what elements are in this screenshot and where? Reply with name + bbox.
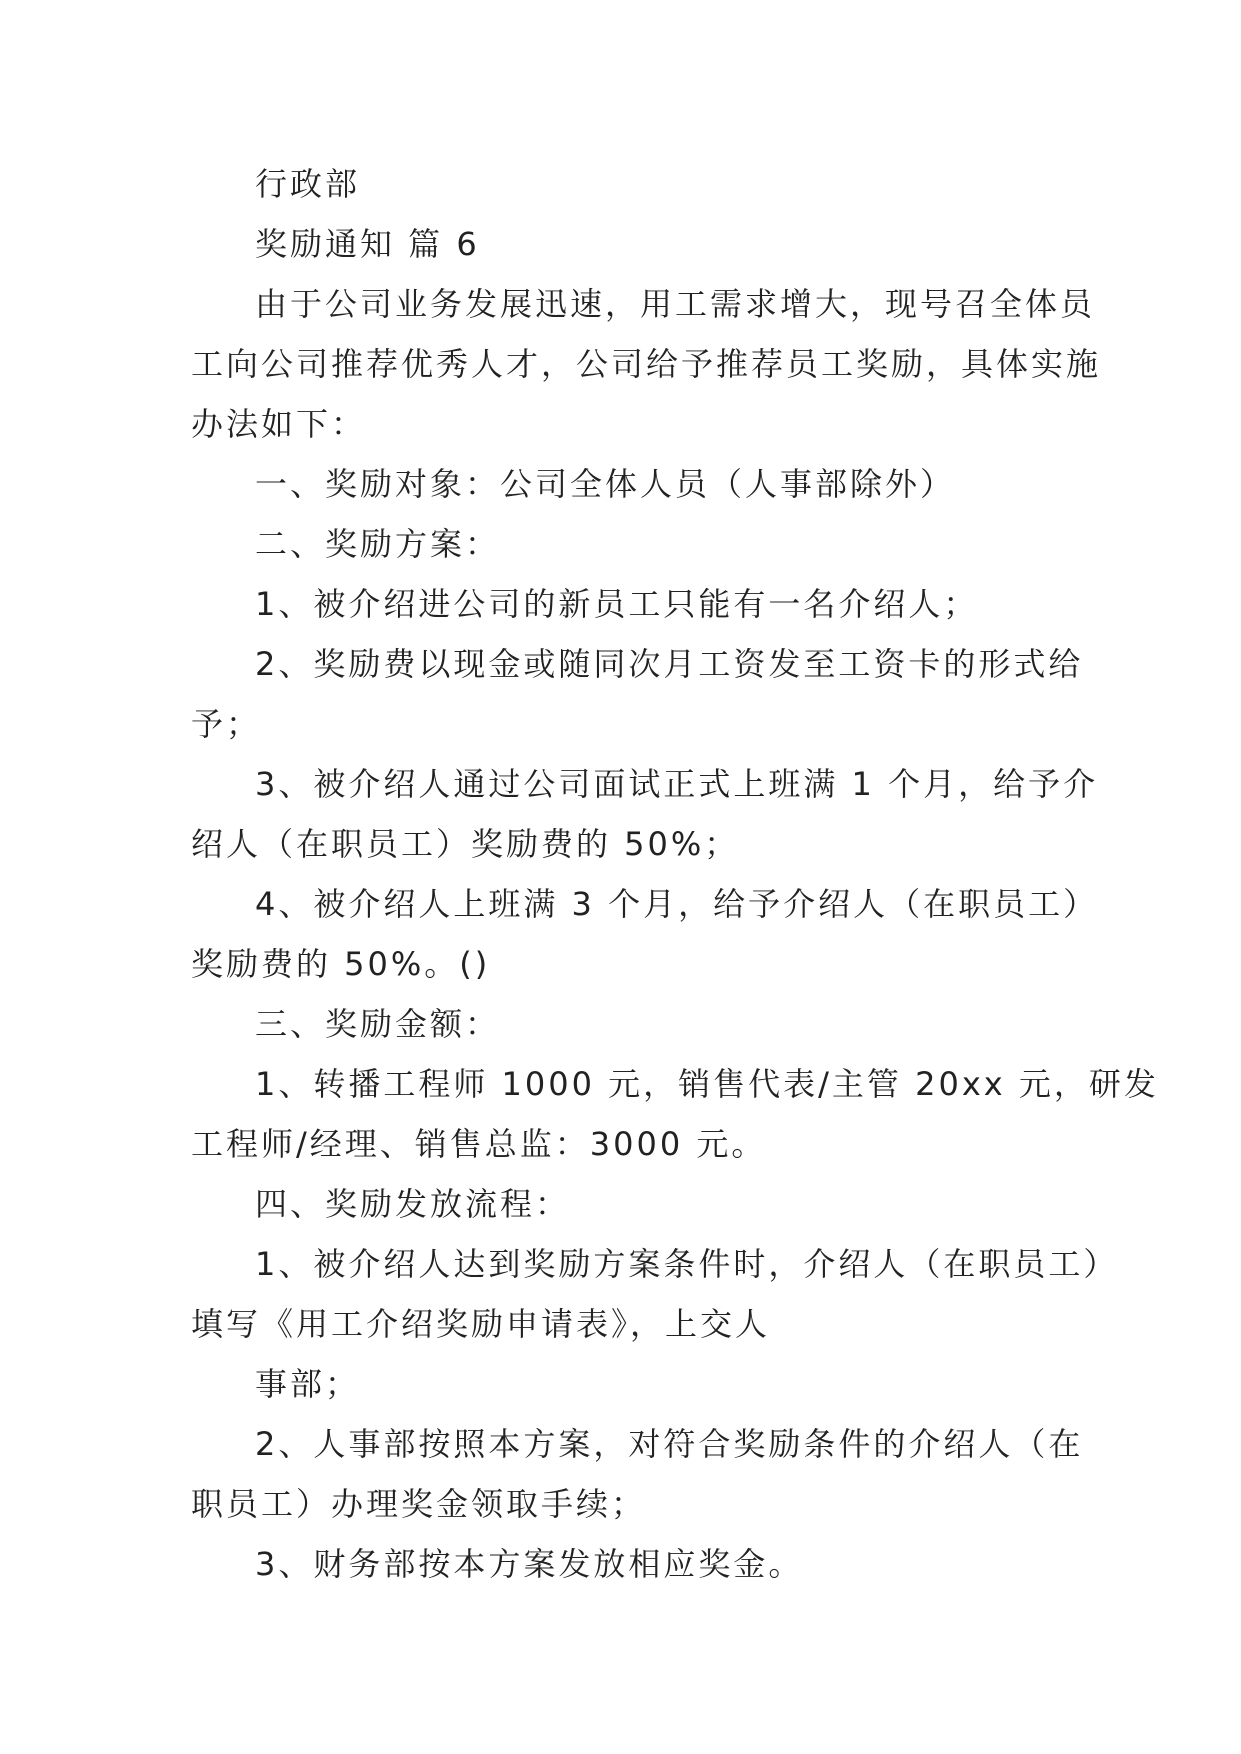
document-line: 3、财务部按本方案发放相应奖金。 (255, 1545, 804, 1583)
document-line: 1、被介绍进公司的新员工只能有一名介绍人； (255, 585, 979, 623)
document-line: 予； (191, 705, 262, 743)
document-line: 2、人事部按照本方案，对符合奖励条件的介绍人（在 (255, 1425, 1084, 1463)
document-line: 四、奖励发放流程： (255, 1185, 571, 1223)
document-line: 办法如下： (191, 405, 367, 443)
document-line: 行政部 (255, 165, 361, 203)
document-line: 职员工）办理奖金领取手续； (191, 1485, 647, 1523)
document-line: 事部； (255, 1365, 361, 1403)
document-line: 绍人（在职员工）奖励费的 50%； (191, 825, 740, 863)
document-line: 3、被介绍人通过公司面试正式上班满 1 个月，给予介 (255, 765, 1099, 803)
document-body (191, 154, 1159, 1594)
document-line: 一、奖励对象：公司全体人员（人事部除外） (255, 465, 956, 503)
document-line: 1、转播工程师 1000 元，销售代表/主管 20xx 元，研发 (255, 1065, 1159, 1103)
document-line: 由于公司业务发展迅速，用工需求增大，现号召全体员 (255, 285, 1096, 323)
document-line: 1、被介绍人达到奖励方案条件时，介绍人（在职员工） (255, 1245, 1119, 1283)
document-line: 奖励费的 50%。() (191, 945, 491, 983)
document-line: 二、奖励方案： (255, 525, 501, 563)
document-line: 三、奖励金额： (255, 1005, 501, 1043)
document-line: 工向公司推荐优秀人才，公司给予推荐员工奖励，具体实施 (191, 345, 1102, 383)
document-line: 填写《用工介绍奖励申请表》，上交人 (191, 1305, 771, 1343)
document-line: 奖励通知 篇 6 (255, 225, 480, 263)
document-line: 2、奖励费以现金或随同次月工资发至工资卡的形式给 (255, 645, 1084, 683)
document-line: 工程师/经理、销售总监：3000 元。 (191, 1125, 767, 1163)
document-line: 4、被介绍人上班满 3 个月，给予介绍人（在职员工） (255, 885, 1099, 923)
